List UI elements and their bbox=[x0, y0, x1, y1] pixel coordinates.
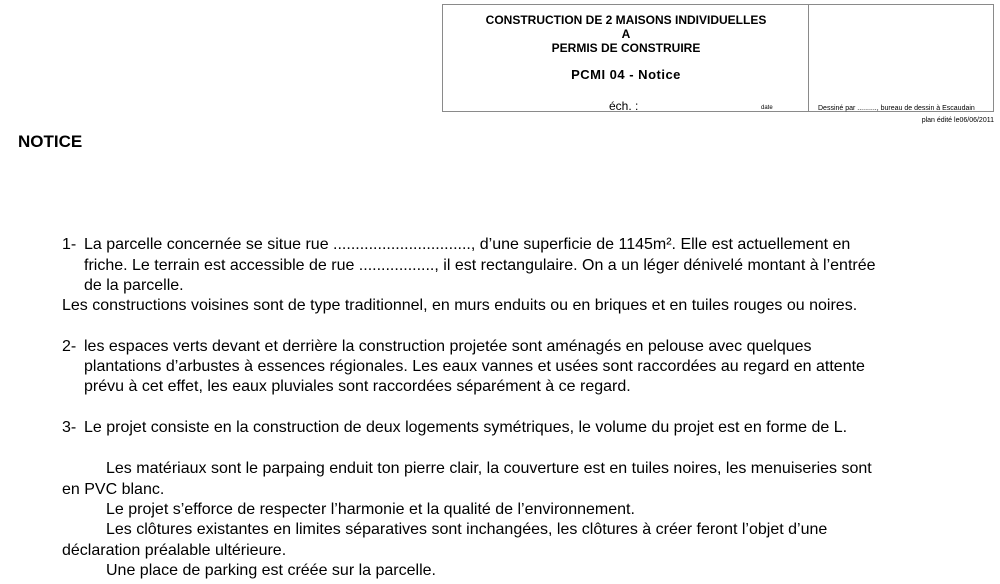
date-label: date bbox=[761, 105, 773, 111]
project-title-line-1: CONSTRUCTION DE 2 MAISONS INDIVIDUELLES bbox=[485, 13, 767, 27]
edition-date-text: plan édité le06/06/2011 bbox=[921, 117, 994, 124]
list-item-3-number: 3- bbox=[62, 419, 77, 436]
drawn-by-text: Dessiné par .........., bureau de dessin à Escaudain bbox=[818, 105, 975, 112]
list-item-3-line-1: Le projet consiste en la construction de deux logements symétriques, le volume du projet est en forme de L. bbox=[84, 419, 848, 436]
list-item-1-line-3: de la parcelle. bbox=[84, 277, 184, 294]
plan-title: PCMI 04 - Notice bbox=[571, 67, 681, 82]
title-block-main-cell bbox=[443, 5, 809, 111]
parking-paragraph: Une place de parking est créée sur la parcelle. bbox=[106, 562, 436, 579]
list-item-1-line-2: friche. Le terrain est accessible de rue ................., il est rectangulaire. On a un léger dénivelé montant à l’entrée bbox=[84, 257, 876, 274]
list-item-2-number: 2- bbox=[62, 338, 77, 355]
page-heading: NOTICE bbox=[18, 132, 83, 151]
fences-paragraph-line-2: déclaration préalable ultérieure. bbox=[62, 542, 287, 559]
scale-label: éch. : bbox=[609, 99, 639, 113]
list-item-2-line-2: plantations d’arbustes à essences régionales. Les eaux vannes et usées sont raccordées au regard en attente bbox=[84, 358, 865, 375]
materials-paragraph-line-1: Les matériaux sont le parpaing enduit ton pierre clair, la couverture est en tuiles noires, les menuiseries sont bbox=[106, 460, 872, 477]
fences-paragraph-line-1: Les clôtures existantes en limites séparatives sont inchangées, les clôtures à créer feront l’objet d’une bbox=[106, 521, 828, 538]
list-item-1-line-1: La parcelle concernée se situe rue ..............................., d’une superficie de 1145m². Elle est actuellement en bbox=[84, 236, 851, 253]
materials-paragraph-line-2: en PVC blanc. bbox=[62, 481, 165, 498]
title-block bbox=[442, 4, 994, 112]
project-title-line-2: A bbox=[621, 27, 631, 41]
list-item-1-number: 1- bbox=[62, 236, 77, 253]
list-item-2-line-1: les espaces verts devant et derrière la construction projetée sont aménagés en pelouse avec quelques bbox=[84, 338, 812, 355]
project-title-line-3: PERMIS DE CONSTRUIRE bbox=[551, 41, 701, 55]
harmony-paragraph: Le projet s’efforce de respecter l’harmonie et la qualité de l’environnement. bbox=[106, 501, 635, 518]
list-item-2-line-3: prévu à cet effet, les eaux pluviales sont raccordées séparément à ce regard. bbox=[84, 378, 631, 395]
neighbors-paragraph: Les constructions voisines sont de type traditionnel, en murs enduits ou en briques et en tuiles rouges ou noires. bbox=[62, 297, 858, 314]
